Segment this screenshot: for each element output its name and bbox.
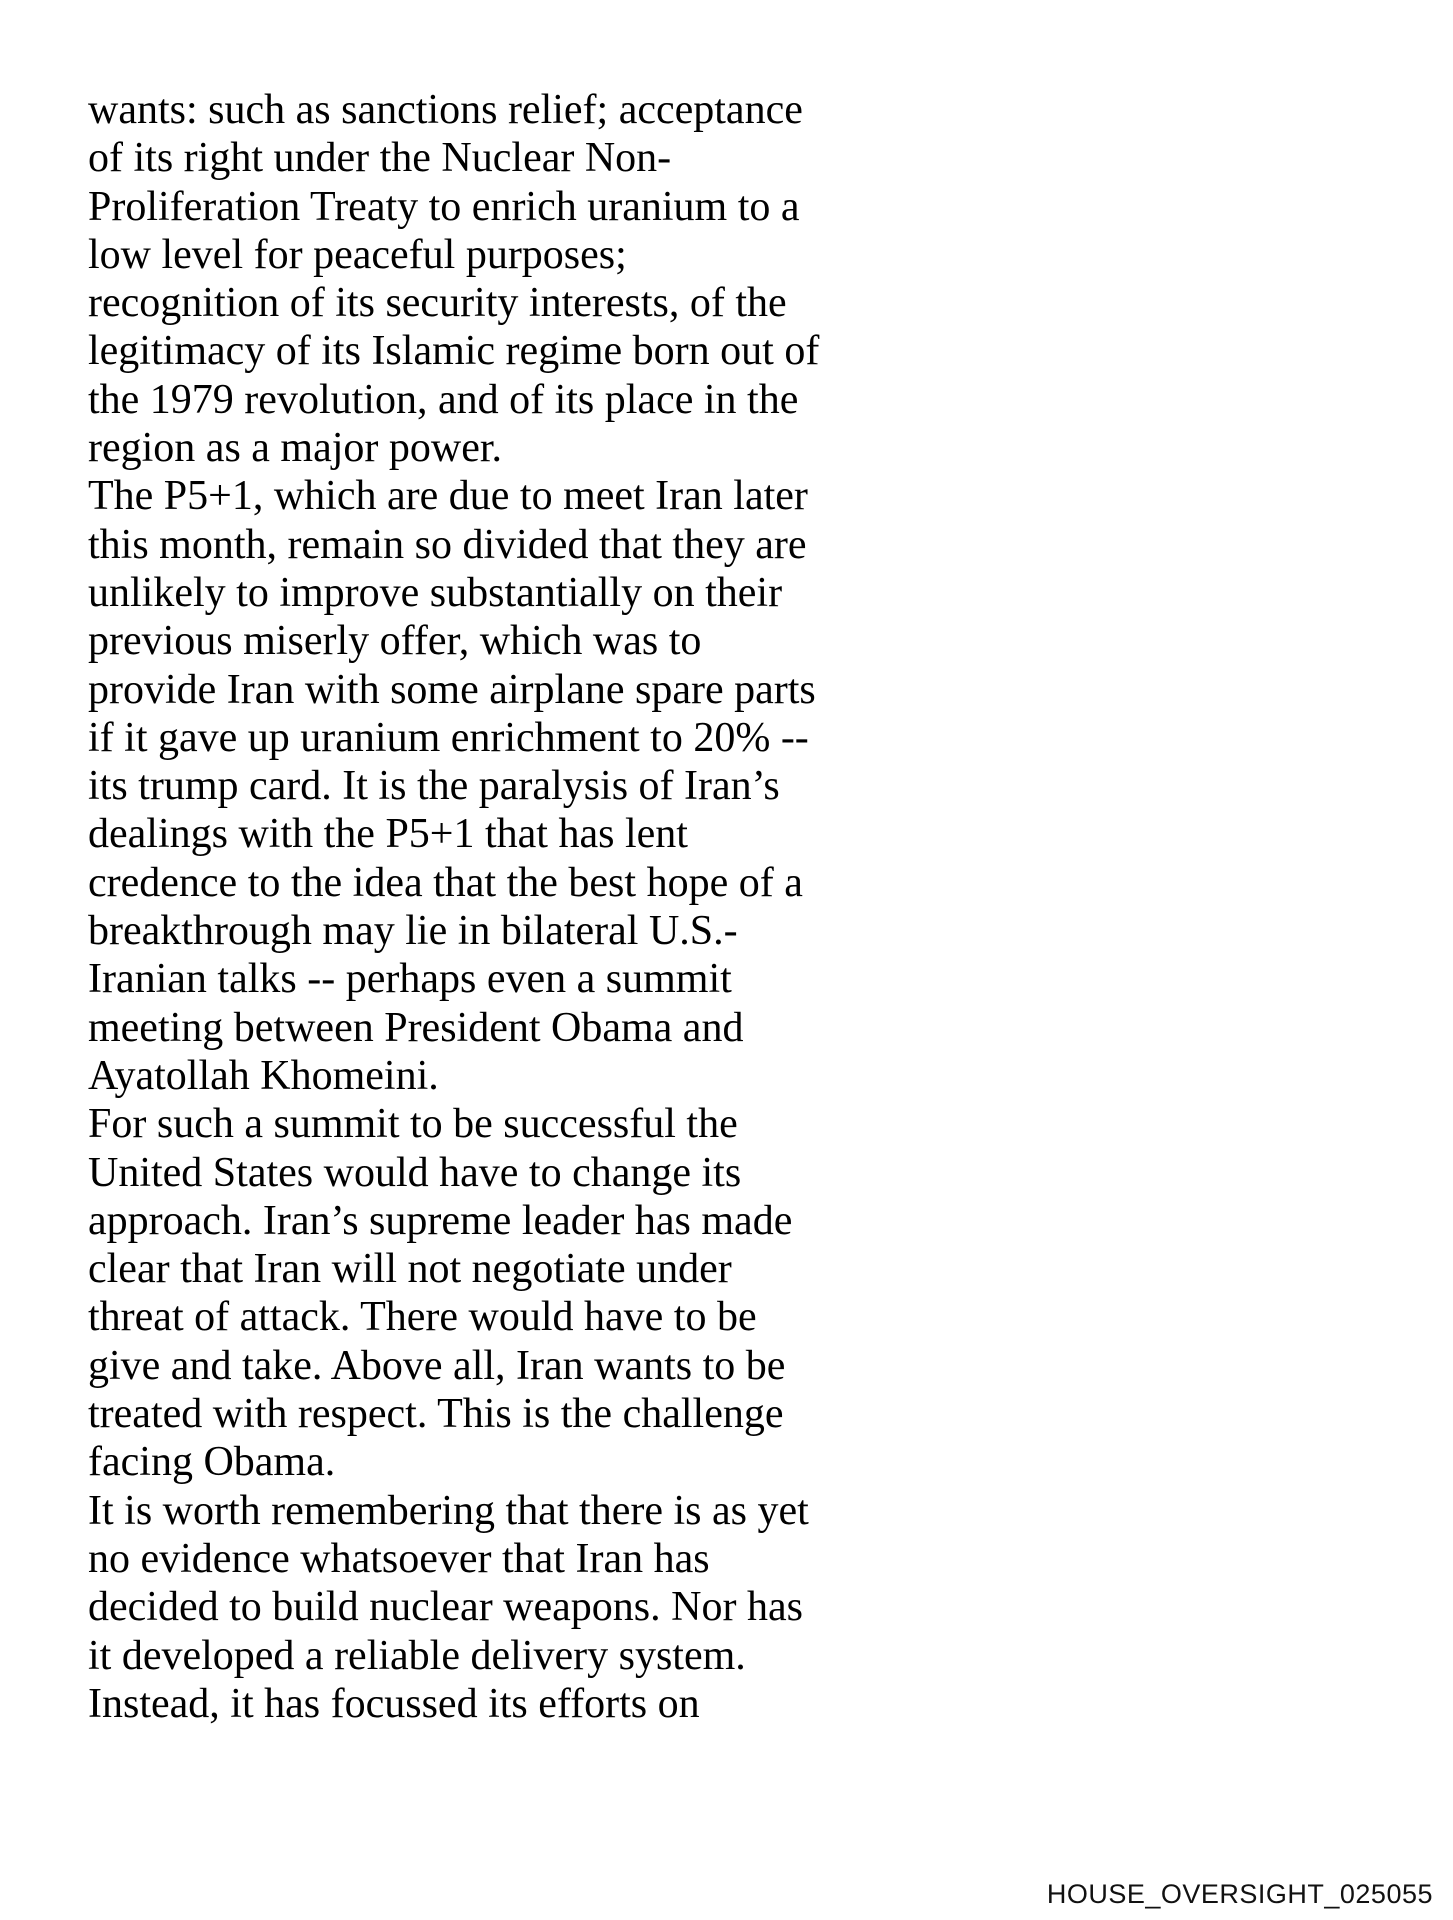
text-line: threat of attack. There would have to be — [88, 1294, 757, 1341]
text-line: the 1979 revolution, and of its place in the — [88, 376, 799, 423]
text-line: credence to the idea that the best hope of a — [88, 859, 803, 906]
text-line: of its right under the Nuclear Non- — [88, 135, 672, 182]
text-line: previous miserly offer, which was to — [88, 618, 702, 665]
text-line: facing Obama. — [88, 1439, 336, 1486]
text-line: provide Iran with some airplane spare parts — [88, 666, 816, 713]
text-line: dealings with the P5+1 that has lent — [88, 811, 688, 858]
text-line: Iranian talks -- perhaps even a summit — [88, 956, 732, 1003]
text-line: meeting between President Obama and — [88, 1004, 744, 1051]
text-line: decided to build nuclear weapons. Nor has — [88, 1584, 803, 1631]
text-line: breakthrough may lie in bilateral U.S.- — [88, 908, 738, 955]
text-line: if it gave up uranium enrichment to 20% -- — [88, 714, 809, 761]
text-line: legitimacy of its Islamic regime born out of — [88, 328, 820, 375]
text-line: recognition of its security interests, of the — [88, 280, 787, 327]
text-line: wants: such as sanctions relief; acceptance — [88, 87, 803, 133]
text-line: For such a summit to be successful the — [88, 1101, 738, 1148]
text-line: Proliferation Treaty to enrich uranium to a — [88, 183, 800, 230]
text-line: it developed a reliable delivery system. — [88, 1632, 746, 1679]
bates-number: HOUSE_OVERSIGHT_025055 — [1046, 1879, 1433, 1909]
text-line: unlikely to improve substantially on their — [88, 569, 783, 616]
text-line: no evidence whatsoever that Iran has — [88, 1535, 710, 1582]
text-line: United States would have to change its — [88, 1149, 742, 1196]
text-line: The P5+1, which are due to meet Iran later — [88, 473, 808, 520]
text-line: low level for peaceful purposes; — [88, 231, 627, 278]
text-line: It is worth remembering that there is as yet — [88, 1487, 809, 1534]
text-line: Ayatollah Khomeini. — [88, 1052, 439, 1099]
text-line: give and take. Above all, Iran wants to be — [88, 1342, 786, 1389]
text-line: its trump card. It is the paralysis of Iran’s — [88, 763, 780, 810]
text-line: clear that Iran will not negotiate under — [88, 1246, 732, 1293]
text-line: approach. Iran’s supreme leader has made — [88, 1197, 793, 1244]
document-text — [88, 86, 868, 1728]
text-line: region as a major power. — [88, 425, 503, 472]
text-line: Instead, it has focussed its efforts on — [88, 1680, 700, 1727]
text-line: this month, remain so divided that they are — [88, 521, 807, 568]
text-line: treated with respect. This is the challenge — [88, 1391, 784, 1438]
